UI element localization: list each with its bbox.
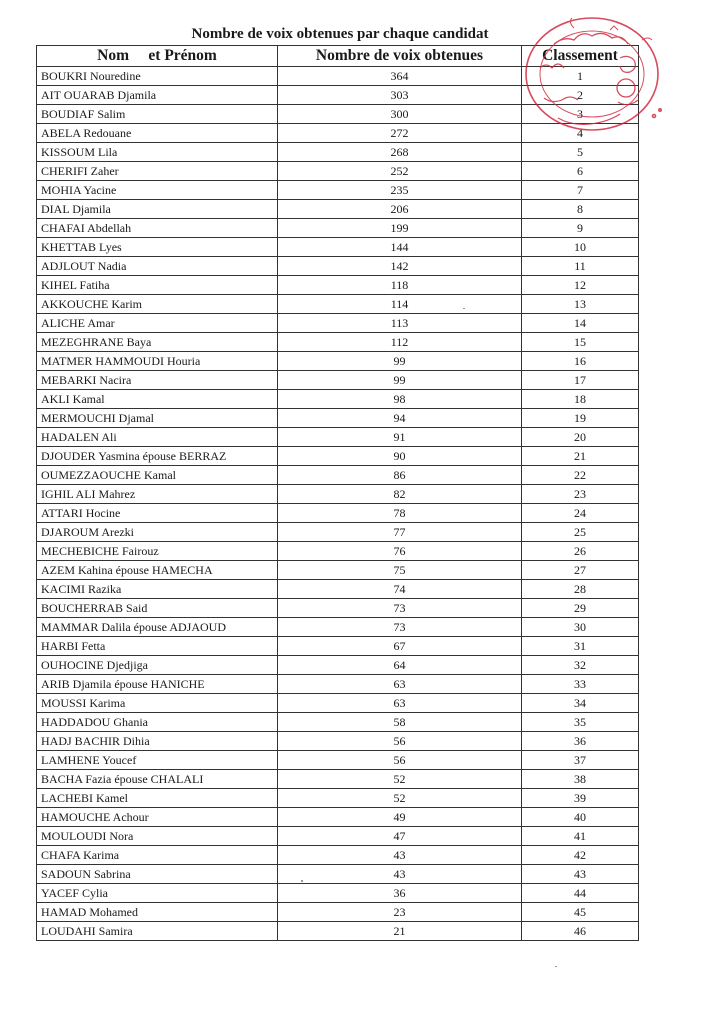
table-row	[37, 162, 639, 181]
votes-cell: 364	[278, 67, 522, 86]
rank-cell: 21	[522, 447, 639, 466]
table-row	[37, 257, 639, 276]
table-row	[37, 504, 639, 523]
table-row	[37, 694, 639, 713]
votes-cell: 73	[278, 618, 522, 637]
table-row	[37, 124, 639, 143]
candidate-name-cell: OUMEZZAOUCHE Kamal	[37, 466, 278, 485]
rank-cell: 29	[522, 599, 639, 618]
table-row	[37, 618, 639, 637]
rank-cell: 38	[522, 770, 639, 789]
rank-cell: 22	[522, 466, 639, 485]
candidate-name-cell: MEBARKI Nacira	[37, 371, 278, 390]
results-table	[36, 45, 639, 941]
table-row	[37, 352, 639, 371]
votes-cell: 56	[278, 751, 522, 770]
table-row	[37, 314, 639, 333]
header-name: Nom et Prénom	[37, 46, 278, 67]
votes-cell: 21	[278, 922, 522, 941]
rank-cell: 5	[522, 143, 639, 162]
votes-cell: 94	[278, 409, 522, 428]
candidate-name-cell: AZEM Kahina épouse HAMECHA	[37, 561, 278, 580]
candidate-name-cell: LAMHENE Youcef	[37, 751, 278, 770]
candidate-name-cell: MOULOUDI Nora	[37, 827, 278, 846]
candidate-name-cell: AIT OUARAB Djamila	[37, 86, 278, 105]
candidate-name-cell: BACHA Fazia épouse CHALALI	[37, 770, 278, 789]
rank-cell: 34	[522, 694, 639, 713]
table-row	[37, 143, 639, 162]
candidate-name-cell: HARBI Fetta	[37, 637, 278, 656]
rank-cell: 19	[522, 409, 639, 428]
table-row	[37, 219, 639, 238]
rank-cell: 2	[522, 86, 639, 105]
candidate-name-cell: MATMER HAMMOUDI Houria	[37, 352, 278, 371]
candidate-name-cell: DJAROUM Arezki	[37, 523, 278, 542]
candidate-name-cell: HAMAD Mohamed	[37, 903, 278, 922]
candidate-name-cell: SADOUN Sabrina	[37, 865, 278, 884]
candidate-name-cell: HADJ BACHIR Dihia	[37, 732, 278, 751]
rank-cell: 42	[522, 846, 639, 865]
votes-cell: 73	[278, 599, 522, 618]
candidate-name-cell: ADJLOUT Nadia	[37, 257, 278, 276]
rank-cell: 23	[522, 485, 639, 504]
header-rank: Classement	[522, 46, 639, 67]
rank-cell: 31	[522, 637, 639, 656]
table-row	[37, 105, 639, 124]
votes-cell: 144	[278, 238, 522, 257]
table-row	[37, 447, 639, 466]
candidate-name-cell: MERMOUCHI Djamal	[37, 409, 278, 428]
table-row	[37, 390, 639, 409]
table-row	[37, 371, 639, 390]
document-title: Nombre de voix obtenues par chaque candidat	[191, 26, 489, 42]
votes-cell: 99	[278, 371, 522, 390]
candidate-name-cell: MOHIA Yacine	[37, 181, 278, 200]
rank-cell: 27	[522, 561, 639, 580]
table-row	[37, 200, 639, 219]
candidate-name-cell: HADDADOU Ghania	[37, 713, 278, 732]
votes-cell: 52	[278, 789, 522, 808]
rank-cell: 4	[522, 124, 639, 143]
votes-cell: 58	[278, 713, 522, 732]
table-row	[37, 67, 639, 86]
table-row	[37, 751, 639, 770]
table-row	[37, 903, 639, 922]
table-header-row	[37, 46, 639, 67]
table-row	[37, 599, 639, 618]
candidate-name-cell: LOUDAHI Samira	[37, 922, 278, 941]
votes-cell: 199	[278, 219, 522, 238]
table-row	[37, 181, 639, 200]
rank-cell: 40	[522, 808, 639, 827]
table-row	[37, 884, 639, 903]
table-row	[37, 86, 639, 105]
rank-cell: 24	[522, 504, 639, 523]
votes-cell: 112	[278, 333, 522, 352]
rank-cell: 25	[522, 523, 639, 542]
table-row	[37, 542, 639, 561]
scan-speck	[463, 308, 465, 309]
candidate-name-cell: KHETTAB Lyes	[37, 238, 278, 257]
candidate-name-cell: BOUDIAF Salim	[37, 105, 278, 124]
candidate-name-cell: AKLI Kamal	[37, 390, 278, 409]
votes-cell: 23	[278, 903, 522, 922]
rank-cell: 33	[522, 675, 639, 694]
candidate-name-cell: KACIMI Razika	[37, 580, 278, 599]
table-row	[37, 713, 639, 732]
votes-cell: 43	[278, 846, 522, 865]
votes-cell: 64	[278, 656, 522, 675]
votes-cell: 78	[278, 504, 522, 523]
candidate-name-cell: AKKOUCHE Karim	[37, 295, 278, 314]
table-row	[37, 523, 639, 542]
candidate-name-cell: HADALEN Ali	[37, 428, 278, 447]
votes-cell: 52	[278, 770, 522, 789]
table-row	[37, 770, 639, 789]
votes-cell: 67	[278, 637, 522, 656]
votes-cell: 63	[278, 675, 522, 694]
table-row	[37, 333, 639, 352]
rank-cell: 26	[522, 542, 639, 561]
table-body	[37, 67, 639, 941]
rank-cell: 32	[522, 656, 639, 675]
candidate-name-cell: IGHIL ALI Mahrez	[37, 485, 278, 504]
table-row	[37, 637, 639, 656]
votes-cell: 56	[278, 732, 522, 751]
votes-cell: 142	[278, 257, 522, 276]
rank-cell: 8	[522, 200, 639, 219]
candidate-name-cell: ATTARI Hocine	[37, 504, 278, 523]
votes-cell: 43	[278, 865, 522, 884]
candidate-name-cell: CHAFAI Abdellah	[37, 219, 278, 238]
rank-cell: 7	[522, 181, 639, 200]
candidate-name-cell: DJOUDER Yasmina épouse BERRAZ	[37, 447, 278, 466]
votes-cell: 99	[278, 352, 522, 371]
votes-cell: 47	[278, 827, 522, 846]
table-row	[37, 922, 639, 941]
votes-cell: 86	[278, 466, 522, 485]
table-row	[37, 409, 639, 428]
votes-cell: 272	[278, 124, 522, 143]
table-row	[37, 808, 639, 827]
rank-cell: 6	[522, 162, 639, 181]
rank-cell: 9	[522, 219, 639, 238]
table-row	[37, 675, 639, 694]
table-row	[37, 732, 639, 751]
candidate-name-cell: BOUKRI Nouredine	[37, 67, 278, 86]
votes-cell: 74	[278, 580, 522, 599]
table-row	[37, 276, 639, 295]
rank-cell: 37	[522, 751, 639, 770]
rank-cell: 43	[522, 865, 639, 884]
rank-cell: 12	[522, 276, 639, 295]
votes-cell: 300	[278, 105, 522, 124]
candidate-name-cell: HAMOUCHE Achour	[37, 808, 278, 827]
table-row	[37, 865, 639, 884]
table-row	[37, 656, 639, 675]
candidate-name-cell: ARIB Djamila épouse HANICHE	[37, 675, 278, 694]
table-row	[37, 561, 639, 580]
candidate-name-cell: DIAL Djamila	[37, 200, 278, 219]
votes-cell: 49	[278, 808, 522, 827]
candidate-name-cell: MAMMAR Dalila épouse ADJAOUD	[37, 618, 278, 637]
votes-cell: 91	[278, 428, 522, 447]
rank-cell: 18	[522, 390, 639, 409]
votes-cell: 114	[278, 295, 522, 314]
votes-cell: 36	[278, 884, 522, 903]
candidate-name-cell: MOUSSI Karima	[37, 694, 278, 713]
votes-cell: 77	[278, 523, 522, 542]
candidate-name-cell: MEZEGHRANE Baya	[37, 333, 278, 352]
candidate-name-cell: YACEF Cylia	[37, 884, 278, 903]
candidate-name-cell: MECHEBICHE Fairouz	[37, 542, 278, 561]
rank-cell: 30	[522, 618, 639, 637]
votes-cell: 76	[278, 542, 522, 561]
rank-cell: 39	[522, 789, 639, 808]
scan-speck	[301, 880, 303, 882]
votes-cell: 235	[278, 181, 522, 200]
rank-cell: 41	[522, 827, 639, 846]
votes-cell: 82	[278, 485, 522, 504]
votes-cell: 303	[278, 86, 522, 105]
table-row	[37, 466, 639, 485]
rank-cell: 44	[522, 884, 639, 903]
rank-cell: 45	[522, 903, 639, 922]
votes-cell: 75	[278, 561, 522, 580]
candidate-name-cell: CHERIFI Zaher	[37, 162, 278, 181]
rank-cell: 14	[522, 314, 639, 333]
table-row	[37, 295, 639, 314]
votes-cell: 63	[278, 694, 522, 713]
votes-cell: 252	[278, 162, 522, 181]
candidate-name-cell: OUHOCINE Djedjiga	[37, 656, 278, 675]
rank-cell: 16	[522, 352, 639, 371]
rank-cell: 35	[522, 713, 639, 732]
table-row	[37, 789, 639, 808]
rank-cell: 13	[522, 295, 639, 314]
rank-cell: 17	[522, 371, 639, 390]
candidate-name-cell: LACHEBI Kamel	[37, 789, 278, 808]
votes-cell: 98	[278, 390, 522, 409]
rank-cell: 10	[522, 238, 639, 257]
votes-cell: 90	[278, 447, 522, 466]
table-row	[37, 428, 639, 447]
rank-cell: 46	[522, 922, 639, 941]
rank-cell: 11	[522, 257, 639, 276]
votes-cell: 118	[278, 276, 522, 295]
candidate-name-cell: ALICHE Amar	[37, 314, 278, 333]
votes-cell: 206	[278, 200, 522, 219]
table-row	[37, 485, 639, 504]
rank-cell: 3	[522, 105, 639, 124]
rank-cell: 1	[522, 67, 639, 86]
table-row	[37, 846, 639, 865]
table-row	[37, 580, 639, 599]
candidate-name-cell: ABELA Redouane	[37, 124, 278, 143]
header-votes: Nombre de voix obtenues	[278, 46, 522, 67]
rank-cell: 15	[522, 333, 639, 352]
table-row	[37, 827, 639, 846]
votes-cell: 113	[278, 314, 522, 333]
candidate-name-cell: KISSOUM Lila	[37, 143, 278, 162]
scan-speck	[555, 966, 557, 967]
rank-cell: 20	[522, 428, 639, 447]
votes-cell: 268	[278, 143, 522, 162]
candidate-name-cell: CHAFA Karima	[37, 846, 278, 865]
candidate-name-cell: KIHEL Fatiha	[37, 276, 278, 295]
rank-cell: 36	[522, 732, 639, 751]
candidate-name-cell: BOUCHERRAB Said	[37, 599, 278, 618]
rank-cell: 28	[522, 580, 639, 599]
table-row	[37, 238, 639, 257]
